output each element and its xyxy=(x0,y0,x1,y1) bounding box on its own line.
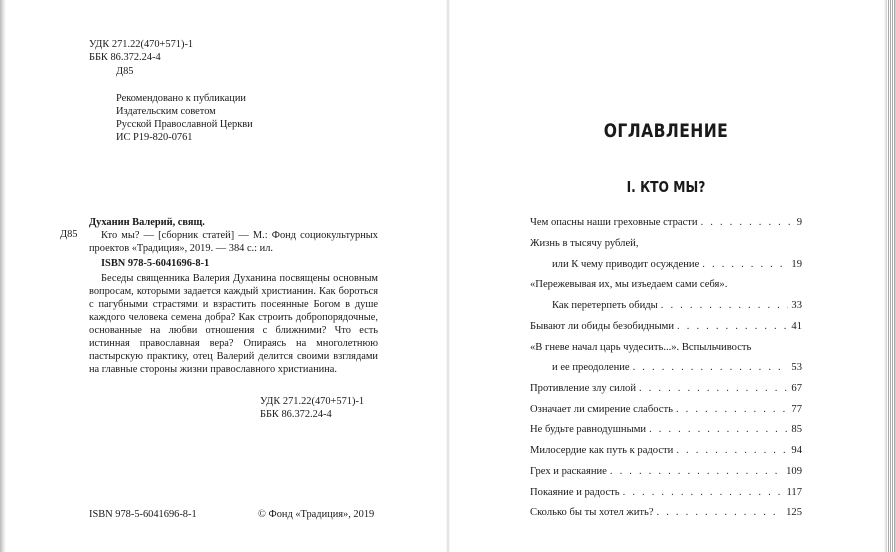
author-mark: Д85 xyxy=(116,66,134,77)
toc-entry-page: 33 xyxy=(791,300,802,311)
footer-isbn: ISBN 978-5-6041696-8-1 xyxy=(89,509,197,520)
toc-entry-page: 19 xyxy=(791,259,802,270)
toc-entry-page: 9 xyxy=(796,217,802,228)
catalog-card xyxy=(89,216,378,376)
catalog-side-code: Д85 xyxy=(60,229,78,240)
toc-dot-leader xyxy=(701,216,794,229)
toc-entry[interactable] xyxy=(530,382,802,395)
left-page-edge xyxy=(0,0,6,552)
toc-entry-page: 109 xyxy=(786,466,802,477)
toc-dot-leader xyxy=(610,465,783,478)
toc-entry-page: 67 xyxy=(791,383,802,394)
recommendation-line: Рекомендовано к публикации xyxy=(116,93,246,104)
toc-entry-title: Не будьте равнодушными xyxy=(530,424,647,435)
catalog-author: Духанин Валерий, свящ. xyxy=(89,217,205,228)
toc-entry[interactable] xyxy=(530,423,802,436)
recommendation-number: ИС Р19-820-0761 xyxy=(116,132,193,143)
toc-entry-page: 125 xyxy=(786,507,802,518)
toc-entry[interactable] xyxy=(530,465,802,478)
toc-dot-leader xyxy=(649,423,788,436)
toc-dot-leader xyxy=(639,382,788,395)
recommendation-line: Издательским советом xyxy=(116,106,216,117)
toc-entry-title: Грех и раскаяние xyxy=(530,466,607,477)
catalog-bbk: ББК 86.372.24-4 xyxy=(260,409,332,420)
toc-entry-page: 85 xyxy=(791,424,802,435)
toc-entry[interactable] xyxy=(530,341,802,354)
recommendation-line: Русской Православной Церкви xyxy=(116,119,253,130)
toc-entry-page: 94 xyxy=(791,445,802,456)
toc-entry[interactable] xyxy=(530,403,802,416)
catalog-udk: УДК 271.22(470+571)-1 xyxy=(260,396,365,407)
book-gutter xyxy=(446,0,450,552)
toc-dot-leader xyxy=(633,361,789,374)
toc-entry[interactable] xyxy=(530,278,802,291)
toc-entry-title: «Пережевывая их, мы изъедаем сами себя». xyxy=(530,279,728,290)
toc-entry[interactable] xyxy=(530,258,802,271)
toc-entry-title: Жизнь в тысячу рублей, xyxy=(530,238,639,249)
toc-entry-page: 77 xyxy=(791,404,802,415)
catalog-isbn: ISBN 978-5-6041696-8-1 xyxy=(101,258,210,269)
toc-dot-leader xyxy=(661,299,789,312)
toc-entry-title: Бывают ли обиды безобидными xyxy=(530,321,675,332)
right-page-edge xyxy=(887,0,895,552)
toc-entry-title: Чем опасны наши греховные страсти xyxy=(530,217,698,228)
toc-entry-page: 41 xyxy=(791,321,802,332)
toc-entry[interactable] xyxy=(530,506,802,519)
toc-entry-page: 117 xyxy=(786,487,802,498)
toc-entry-title: Сколько бы ты хотел жить? xyxy=(530,507,654,518)
toc-entry-title: «В гневе начал царь чудесить...». Вспыльчивость xyxy=(530,342,752,353)
toc-dot-leader xyxy=(676,444,788,457)
toc-entry-title: Покаяние и радость xyxy=(530,487,620,498)
bbk-code: ББК 86.372.24-4 xyxy=(89,52,161,63)
udk-code: УДК 271.22(470+571)-1 xyxy=(89,39,194,50)
toc-entry-title: Противление злу силой xyxy=(530,383,636,394)
toc-entry-title: и ее преодоление xyxy=(552,362,630,373)
toc-entry[interactable] xyxy=(530,299,802,312)
toc-entry-title: Как перетерпеть обиды xyxy=(552,300,658,311)
toc-dot-leader xyxy=(657,506,784,519)
toc-entry[interactable] xyxy=(530,486,802,499)
section-heading: I. КТО МЫ? xyxy=(626,178,706,196)
toc-entry[interactable] xyxy=(530,237,802,250)
toc-heading: ОГЛАВЛЕНИЕ xyxy=(603,120,729,142)
toc-entry-title: Означает ли смирение слабость xyxy=(530,404,673,415)
toc-entry-page: 53 xyxy=(791,362,802,373)
toc-entry[interactable] xyxy=(530,444,802,457)
toc-dot-leader xyxy=(702,258,788,271)
catalog-description: Беседы священника Валерия Духанина посвящены основным вопросам, которыми задается каждый христианин. Как бороться с пагубными страстями и взрастить посеянные Богом в душе каждого человека семена добра? Как строить добропорядочные, основанные на любви отношения с ближними? Что есть истинная православная вера? Опираясь на многолетнюю пастырскую практику, отец Валерий делится своими взглядами на главные стороны жизни православного христианина. xyxy=(89,273,378,375)
toc-dot-leader xyxy=(676,403,788,416)
toc-entry[interactable] xyxy=(530,361,802,374)
toc-entry[interactable] xyxy=(530,216,802,229)
toc-entry[interactable] xyxy=(530,320,802,333)
toc-entry-title: Милосердие как путь к радости xyxy=(530,445,674,456)
toc-dot-leader xyxy=(677,320,788,333)
footer-copyright: © Фонд «Традиция», 2019 xyxy=(258,509,375,520)
catalog-title: Кто мы? — [сборник статей] — М.: Фонд социокультурных проектов «Традиция», 2019. — 384 с.: ил. xyxy=(89,230,378,254)
toc-entry-title: или К чему приводит осуждение xyxy=(552,259,700,270)
toc-dot-leader xyxy=(623,486,784,499)
